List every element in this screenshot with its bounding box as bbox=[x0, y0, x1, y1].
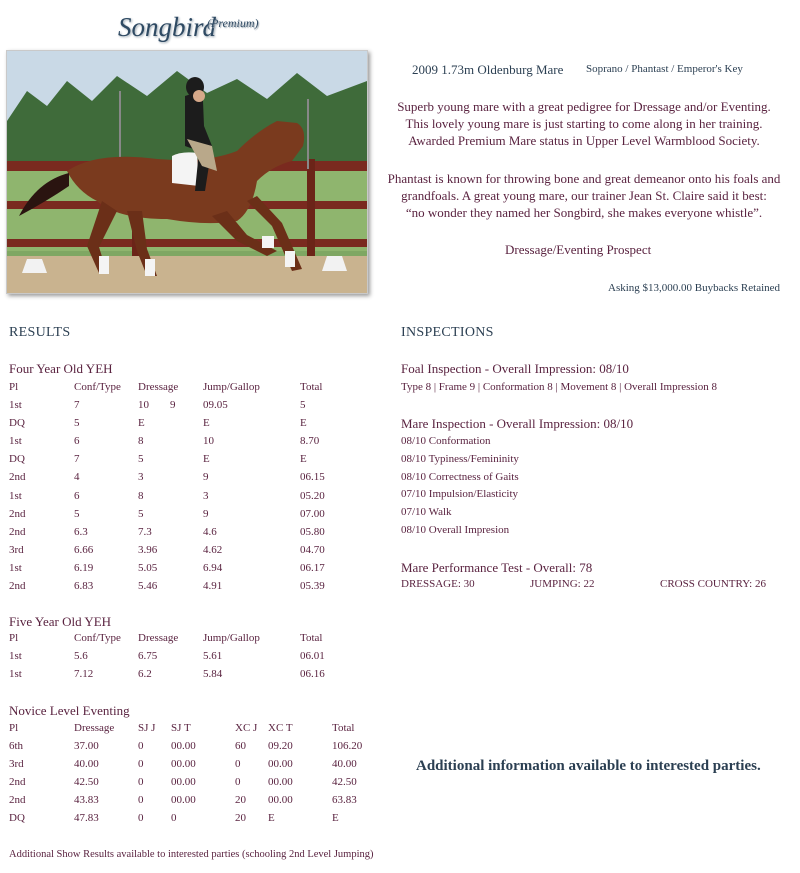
table-cell: 1st bbox=[9, 561, 22, 574]
table-header: Total bbox=[332, 722, 355, 734]
table-cell: 0 bbox=[138, 794, 144, 806]
mare-inspection-title: Mare Inspection - Overall Impression: 08/10 bbox=[401, 416, 634, 431]
table-header: Pl bbox=[9, 722, 19, 734]
table-cell: 4 bbox=[74, 471, 80, 484]
table-cell: 8 bbox=[138, 435, 144, 448]
table-cell: 6.83 bbox=[74, 580, 94, 592]
premium-tag: (Premium) bbox=[207, 16, 259, 30]
foal-inspection-detail: Type 8 | Frame 9 | Conformation 8 | Movement 8 | Overall Impression 8 bbox=[401, 381, 717, 393]
table-cell: 2nd bbox=[9, 580, 26, 592]
table-cell: 0 bbox=[171, 812, 177, 824]
mare-item: 08/10 Correctness of Gaits bbox=[401, 471, 519, 483]
table-cell: 09.20 bbox=[268, 740, 293, 752]
table-cell: 4.62 bbox=[203, 543, 223, 556]
table-cell: 37.00 bbox=[74, 740, 99, 752]
table-header: Total bbox=[300, 632, 323, 644]
foal-inspection-title: Foal Inspection - Overall Impression: 08/10 bbox=[401, 361, 629, 376]
table-cell: DQ bbox=[9, 453, 25, 466]
paragraph-line: “no wonder they named her Songbird, she makes everyone whistle”. bbox=[405, 205, 763, 220]
performance-test-title: Mare Performance Test - Overall: 78 bbox=[401, 560, 593, 575]
table-cell: 20 bbox=[235, 812, 246, 824]
table-cell: 42.50 bbox=[332, 776, 357, 788]
table-cell: 40.00 bbox=[74, 758, 99, 770]
horse-description: 2009 1.73m Oldenburg Mare bbox=[412, 62, 564, 77]
horse-name: Songbird bbox=[118, 12, 217, 42]
table-cell: 5.61 bbox=[203, 650, 223, 662]
prospect-label: Dressage/Eventing Prospect bbox=[505, 242, 652, 257]
table-cell: 60 bbox=[235, 740, 246, 752]
table-cell: 1st bbox=[9, 650, 22, 662]
table-header: Pl bbox=[9, 381, 19, 393]
table-cell: 7.3 bbox=[138, 525, 152, 538]
table-cell: 04.70 bbox=[300, 543, 325, 556]
paragraph-line: grandfoals. A great young mare, our trainer Jean St. Claire said it best: bbox=[401, 188, 767, 203]
table-cell: 6.75 bbox=[138, 650, 158, 662]
results-footer: Additional Show Results available to interested parties (schooling 2nd Level Jumping) bbox=[9, 849, 374, 860]
table-cell: 40.00 bbox=[332, 758, 357, 770]
table-cell: E bbox=[300, 453, 307, 466]
table-header: Dressage bbox=[138, 632, 179, 644]
mare-item: 07/10 Impulsion/Elasticity bbox=[401, 488, 519, 500]
table-cell: 20 bbox=[235, 794, 246, 806]
table-cell: E bbox=[300, 417, 307, 430]
performance-jumping: JUMPING: 22 bbox=[530, 578, 595, 590]
yeh5-title: Five Year Old YEH bbox=[9, 614, 112, 629]
table-cell: 6.3 bbox=[74, 525, 88, 538]
paragraph-line: Awarded Premium Mare status in Upper Level Warmblood Society. bbox=[408, 133, 760, 148]
table-header: SJ J bbox=[138, 722, 156, 734]
table-cell: 63.83 bbox=[332, 794, 357, 806]
table-cell: DQ bbox=[9, 812, 25, 824]
table-cell: 3rd bbox=[9, 758, 24, 770]
table-cell: 0 bbox=[138, 758, 144, 770]
table-cell: 6.94 bbox=[203, 561, 223, 574]
table-cell: 2nd bbox=[9, 507, 26, 520]
table-cell: 00.00 bbox=[268, 794, 293, 806]
performance-cross-country: CROSS COUNTRY: 26 bbox=[660, 578, 766, 590]
table-cell: 1st bbox=[9, 435, 22, 448]
table-cell: 05.80 bbox=[300, 525, 325, 538]
table-cell: 9 bbox=[203, 507, 209, 520]
table-header: Total bbox=[300, 381, 323, 393]
mare-item: 08/10 Typiness/Femininity bbox=[401, 453, 519, 465]
table-cell: 05.39 bbox=[300, 580, 325, 592]
table-cell: 7 bbox=[74, 453, 80, 466]
table-cell: E bbox=[203, 453, 210, 466]
table-cell: 06.15 bbox=[300, 471, 325, 484]
table-cell: E bbox=[203, 417, 210, 430]
yeh4-title: Four Year Old YEH bbox=[9, 361, 113, 376]
results-heading: RESULTS bbox=[9, 325, 71, 340]
performance-dressage: DRESSAGE: 30 bbox=[401, 578, 475, 590]
table-cell: 6.19 bbox=[74, 561, 94, 574]
table-cell: 5 bbox=[74, 417, 80, 430]
table-cell: 3 bbox=[138, 471, 144, 484]
mare-item: 08/10 Conformation bbox=[401, 435, 491, 447]
horse-photo bbox=[6, 50, 368, 294]
table-header: XC T bbox=[268, 722, 293, 734]
table-cell: 6.66 bbox=[74, 543, 94, 556]
table-cell: 10 bbox=[138, 399, 149, 411]
table-cell: 106.20 bbox=[332, 740, 363, 752]
table-cell: 06.01 bbox=[300, 650, 325, 662]
table-cell: 3.96 bbox=[138, 543, 158, 556]
table-header: Dressage bbox=[138, 381, 179, 393]
table-cell: 7 bbox=[74, 399, 80, 411]
table-cell: 6 bbox=[74, 489, 80, 502]
table-cell: 2nd bbox=[9, 525, 26, 538]
table-cell: 42.50 bbox=[74, 776, 99, 788]
table-cell: 0 bbox=[138, 812, 144, 824]
additional-info: Additional information available to interested parties. bbox=[416, 758, 761, 774]
table-cell: 5 bbox=[138, 453, 144, 466]
inspections-heading: INSPECTIONS bbox=[401, 325, 494, 340]
table-cell: DQ bbox=[9, 417, 25, 430]
table-cell: 7.12 bbox=[74, 668, 94, 680]
table-cell: 6th bbox=[9, 740, 24, 752]
table-cell: 1st bbox=[9, 489, 22, 502]
table-cell: 2nd bbox=[9, 794, 26, 806]
table-header: Jump/Gallop bbox=[203, 632, 260, 644]
table-cell: 5.84 bbox=[203, 668, 223, 680]
paragraph-line: This lovely young mare is just starting to come along in her training. bbox=[405, 116, 763, 131]
table-cell: 8.70 bbox=[300, 435, 320, 448]
table-cell: 8 bbox=[138, 489, 144, 502]
table-cell: 00.00 bbox=[171, 794, 196, 806]
table-cell: 2nd bbox=[9, 471, 26, 484]
table-cell: E bbox=[332, 812, 339, 824]
paragraph-line: Superb young mare with a great pedigree for Dressage and/or Eventing. bbox=[397, 99, 771, 114]
table-cell: 9 bbox=[203, 471, 209, 484]
table-cell: 05.20 bbox=[300, 489, 325, 502]
mare-item: 08/10 Overall Impresion bbox=[401, 524, 510, 536]
table-cell: 0 bbox=[235, 776, 241, 788]
table-header: Jump/Gallop bbox=[203, 381, 260, 393]
table-cell: 1st bbox=[9, 399, 22, 411]
description-paragraph-1 bbox=[372, 98, 796, 149]
table-cell: 00.00 bbox=[171, 740, 196, 752]
table-cell: 3rd bbox=[9, 543, 24, 556]
table-header: Conf/Type bbox=[74, 632, 121, 644]
table-cell: 07.00 bbox=[300, 507, 325, 520]
table-header: Conf/Type bbox=[74, 381, 121, 393]
table-cell: 00.00 bbox=[171, 776, 196, 788]
table-cell: 3 bbox=[203, 489, 209, 502]
table-cell: 0 bbox=[235, 758, 241, 770]
table-header: XC J bbox=[235, 722, 258, 734]
table-cell: 06.16 bbox=[300, 668, 325, 680]
table-cell: 5.6 bbox=[74, 650, 88, 662]
pedigree: Soprano / Phantast / Emperor's Key bbox=[586, 63, 743, 75]
table-cell: 5 bbox=[74, 507, 80, 520]
table-cell: 0 bbox=[138, 776, 144, 788]
novice-title: Novice Level Eventing bbox=[9, 703, 130, 718]
table-cell: 9 bbox=[170, 399, 176, 411]
table-cell: 0 bbox=[138, 740, 144, 752]
table-cell: 4.6 bbox=[203, 525, 217, 538]
description-paragraph-2 bbox=[372, 170, 796, 221]
mare-item: 07/10 Walk bbox=[401, 506, 452, 518]
table-cell: 2nd bbox=[9, 776, 26, 788]
table-cell: 00.00 bbox=[268, 758, 293, 770]
table-header: Pl bbox=[9, 632, 19, 644]
table-cell: E bbox=[138, 417, 145, 430]
table-header: SJ T bbox=[171, 722, 191, 734]
table-cell: E bbox=[268, 812, 275, 824]
table-cell: 06.17 bbox=[300, 561, 325, 574]
table-cell: 5.46 bbox=[138, 580, 158, 592]
table-header: Dressage bbox=[74, 722, 115, 734]
table-cell: 47.83 bbox=[74, 812, 99, 824]
table-cell: 1st bbox=[9, 668, 22, 680]
paragraph-line: Phantast is known for throwing bone and great demeanor onto his foals and bbox=[387, 171, 781, 186]
table-cell: 5 bbox=[138, 507, 144, 520]
horse-photo-icon bbox=[7, 51, 367, 293]
table-cell: 43.83 bbox=[74, 794, 99, 806]
table-cell: 4.91 bbox=[203, 580, 223, 592]
table-cell: 6 bbox=[74, 435, 80, 448]
table-cell: 10 bbox=[203, 435, 214, 448]
table-cell: 00.00 bbox=[268, 776, 293, 788]
table-cell: 5 bbox=[300, 399, 306, 411]
table-cell: 09.05 bbox=[203, 399, 228, 411]
table-cell: 00.00 bbox=[171, 758, 196, 770]
table-cell: 6.2 bbox=[138, 668, 152, 680]
table-cell: 5.05 bbox=[138, 561, 158, 574]
asking-price: Asking $13,000.00 Buybacks Retained bbox=[608, 282, 781, 294]
